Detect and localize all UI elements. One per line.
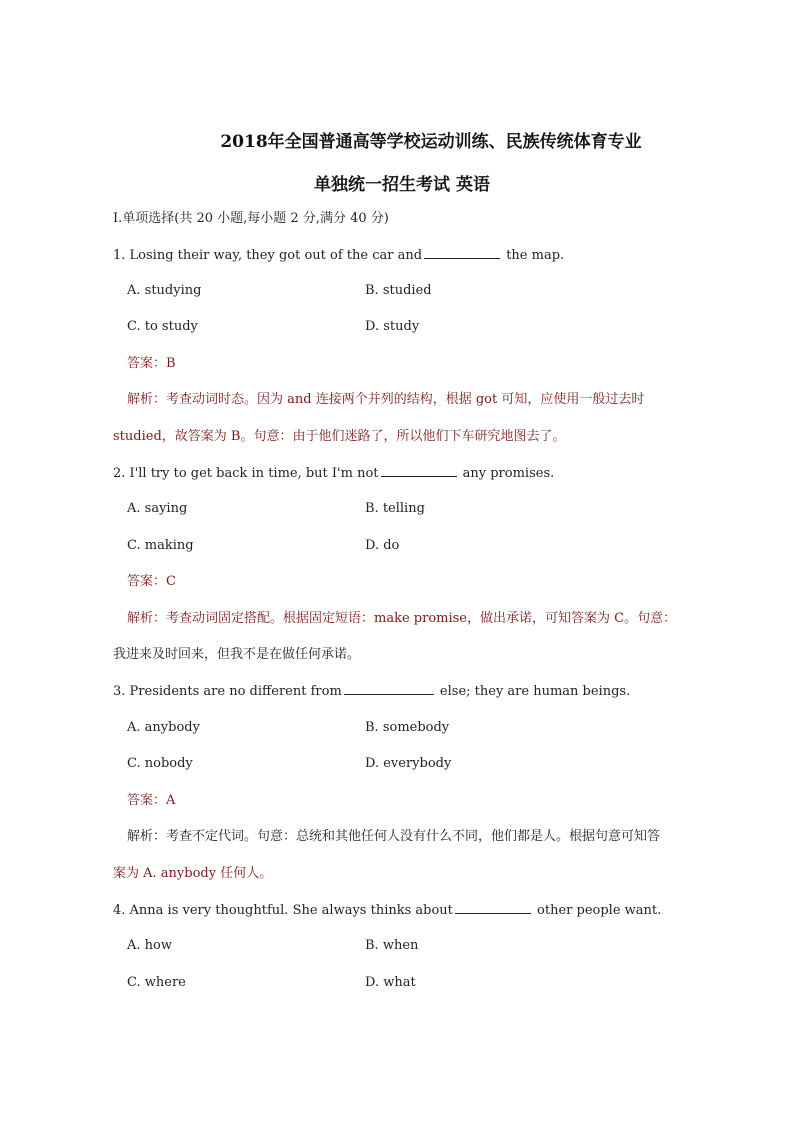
question-4-option-a: A. how bbox=[127, 938, 172, 953]
question-4-option-c: C. where bbox=[127, 975, 186, 990]
question-3-option-b: B. somebody bbox=[365, 720, 450, 735]
question-1-option-d: D. study bbox=[365, 319, 420, 334]
question-4-option-d: D. what bbox=[365, 975, 416, 990]
question-1-option-b: B. studied bbox=[365, 283, 432, 298]
question-1-answer: 答案：B bbox=[127, 356, 176, 371]
question-3-explanation-line2: 案为 A. anybody 任何人。 bbox=[113, 866, 273, 881]
question-4-option-b: B. when bbox=[365, 938, 419, 953]
question-1-blank bbox=[424, 246, 500, 259]
question-2-option-d: D. do bbox=[365, 538, 400, 553]
question-3-stem-after: else; they are human beings. bbox=[435, 684, 631, 699]
question-2-stem-after: any promises. bbox=[458, 466, 555, 481]
question-4-stem-after: other people want. bbox=[532, 903, 662, 918]
question-2-answer: 答案：C bbox=[127, 574, 176, 589]
question-1-explanation-line2: studied，故答案为 B。句意：由于他们迷路了，所以他们下车研究地图去了。 bbox=[113, 429, 566, 444]
question-3-option-c: C. nobody bbox=[127, 756, 193, 771]
question-2-explanation-line2: 我进来及时回来，但我不是在做任何承诺。 bbox=[113, 647, 361, 662]
question-3-blank bbox=[344, 682, 434, 695]
question-1-option-c: C. to study bbox=[127, 319, 198, 334]
question-4-stem-before: 4. Anna is very thoughtful. She always thinks about bbox=[113, 903, 453, 918]
question-3-option-a: A. anybody bbox=[127, 720, 200, 735]
question-1-option-a: A. studying bbox=[127, 283, 202, 298]
section-heading: Ⅰ.单项选择(共 20 小题,每小题 2 分,满分 40 分) bbox=[113, 211, 389, 226]
question-2-option-a: A. saying bbox=[127, 501, 188, 516]
question-3-stem bbox=[113, 682, 630, 701]
question-3-option-d: D. everybody bbox=[365, 756, 452, 771]
question-3-answer: 答案：A bbox=[127, 793, 176, 808]
question-4-stem bbox=[113, 901, 661, 920]
question-2-stem bbox=[113, 464, 554, 483]
question-2-blank bbox=[381, 464, 457, 477]
question-1-stem-after: the map. bbox=[502, 248, 565, 263]
question-3-explanation-line1: 解析：考查不定代词。句意：总统和其他任何人没有什么不同，他们都是人。根据句意可知答 bbox=[127, 829, 661, 844]
question-4-blank bbox=[455, 901, 531, 914]
question-1-explanation-line1: 解析：考查动词时态。因为 and 连接两个并列的结构，根据 got 可知，应使用一般过去时 bbox=[127, 392, 645, 407]
question-2-stem-before: 2. I'll try to get back in time, but I'm not bbox=[113, 466, 379, 481]
exam-title-line1: 2018年全国普通高等学校运动训练、民族传统体育专业 bbox=[220, 132, 642, 152]
question-3-stem-before: 3. Presidents are no different from bbox=[113, 684, 342, 699]
question-1-stem bbox=[113, 246, 564, 265]
exam-title-line2: 单独统一招生考试 英语 bbox=[314, 175, 490, 195]
question-2-option-c: C. making bbox=[127, 538, 194, 553]
question-1-stem-before: 1. Losing their way, they got out of the car and bbox=[113, 248, 423, 263]
question-2-option-b: B. telling bbox=[365, 501, 425, 516]
question-2-explanation-line1: 解析：考查动词固定搭配。根据固定短语：make promise，做出承诺，可知答案为 C。句意： bbox=[127, 611, 677, 626]
